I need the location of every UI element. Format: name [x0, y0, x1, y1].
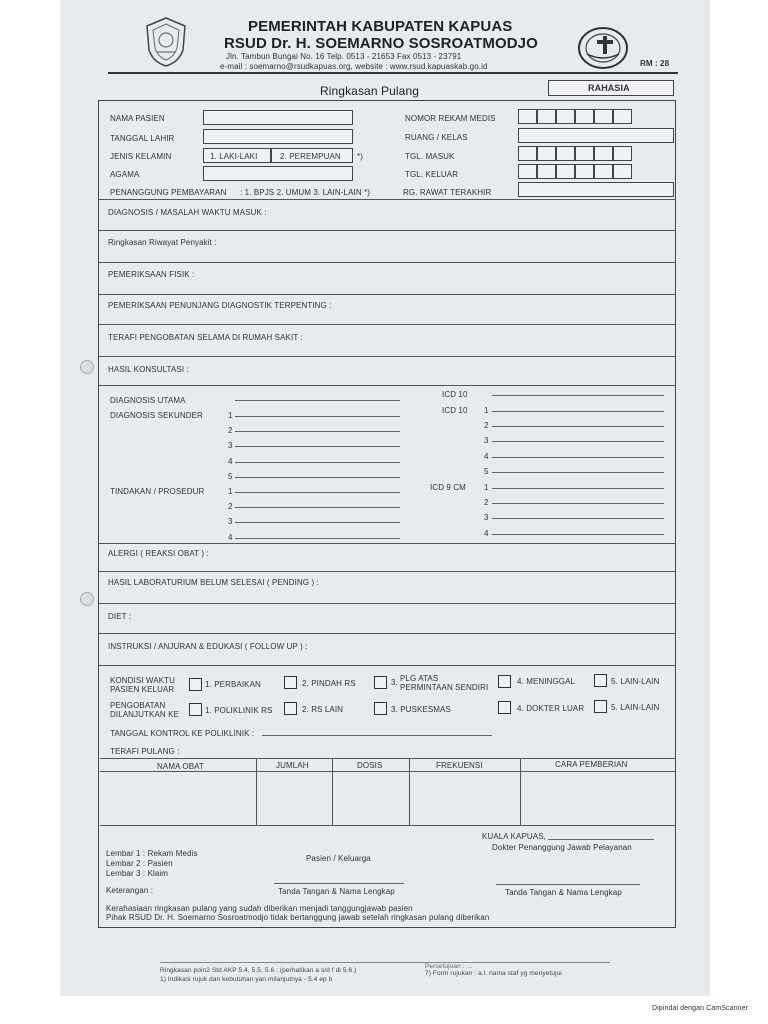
- tanggal-lahir-field[interactable]: [203, 129, 353, 144]
- label-pengobatan-2: DILANJUTKAN KE: [110, 710, 179, 719]
- hospital-logo: [577, 26, 629, 70]
- label-tanggal-lahir: TANGGAL LAHIR: [110, 134, 175, 143]
- table-header-jumlah: JUMLAH: [276, 761, 309, 770]
- lanjut-poliklinik-label: 1. POLIKLINIK RS: [205, 706, 273, 715]
- label-konsultasi: HASIL KONSULTASI :: [108, 365, 189, 374]
- rg-rawat-field[interactable]: [518, 182, 674, 197]
- label-agama: AGAMA: [110, 170, 140, 179]
- date-cell[interactable]: [537, 164, 556, 179]
- lanjut-lain-checkbox[interactable]: [594, 700, 607, 713]
- kondisi-lain-checkbox[interactable]: [594, 674, 607, 687]
- note-responsibility: Pihak RSUD Dr. H. Soemarno Sosroatmodjo tidak bertanggung jawab setelah ringkasan pulang diberikan: [106, 913, 490, 922]
- lanjut-rs-lain-label: 2. RS LAIN: [302, 705, 344, 714]
- table-column-divider: [520, 758, 521, 826]
- section-divider: [99, 543, 676, 544]
- table-header-dosis: DOSIS: [357, 761, 383, 770]
- table-column-divider: [332, 758, 333, 826]
- bleed-text: 7) Form rujukan : a.l. nama staf yg menyetujui: [425, 970, 562, 977]
- rm-digit-cell[interactable]: [537, 109, 556, 124]
- date-cell[interactable]: [518, 146, 537, 161]
- diagnosis-sekunder-line[interactable]: [235, 462, 400, 463]
- label-penunjang: PEMERIKSAAN PENUNJANG DIAGNOSTIK TERPENTING :: [108, 301, 332, 310]
- date-cell[interactable]: [537, 146, 556, 161]
- section-divider: [99, 571, 676, 572]
- icd10-line[interactable]: [492, 441, 664, 442]
- icd9-line[interactable]: [492, 488, 664, 489]
- icd9-line[interactable]: [492, 534, 664, 535]
- header-hospital-name: RSUD Dr. H. SOEMARNO SOSROATMODJO: [224, 35, 538, 52]
- date-cell[interactable]: [556, 146, 575, 161]
- diagnosis-sekunder-line[interactable]: [235, 477, 400, 478]
- icd10-line[interactable]: [492, 472, 664, 473]
- diagnosis-sekunder-line[interactable]: [235, 416, 400, 417]
- lembar-1: Lembar 1 : Rekam Medis: [106, 849, 198, 858]
- table-header-frekuensi: FREKUENSI: [436, 761, 483, 770]
- lembar-3: Lembar 3 : Klaim: [106, 869, 169, 878]
- section-divider: [99, 633, 676, 634]
- row-number: 2: [484, 498, 489, 507]
- row-number: 5: [228, 472, 233, 481]
- punch-hole: [80, 360, 94, 374]
- section-divider: [99, 324, 676, 325]
- kondisi-plg-sendiri-checkbox[interactable]: [374, 676, 387, 689]
- row-number: 3: [484, 513, 489, 522]
- diagnosis-sekunder-line[interactable]: [235, 446, 400, 447]
- label-terapi-pulang: TERAFI PULANG :: [110, 747, 180, 756]
- label-pengobatan-1: PENGOBATAN: [110, 701, 166, 710]
- rm-digit-cell[interactable]: [575, 109, 594, 124]
- icd9-line[interactable]: [492, 503, 664, 504]
- table-header-nama-obat: NAMA OBAT: [157, 762, 204, 771]
- section-divider: [99, 356, 676, 357]
- patient-signature-line[interactable]: [274, 883, 404, 884]
- agama-field[interactable]: [203, 166, 353, 181]
- table-column-divider: [256, 758, 257, 826]
- date-cell[interactable]: [613, 164, 632, 179]
- kondisi-perbaikan-label: 1. PERBAIKAN: [205, 680, 261, 689]
- row-number: 1: [228, 411, 233, 420]
- tindakan-line[interactable]: [235, 522, 400, 523]
- date-line[interactable]: [548, 839, 654, 840]
- label-tgl-masuk: TGL. MASUK: [405, 152, 455, 161]
- kondisi-perbaikan-checkbox[interactable]: [189, 678, 202, 691]
- lanjut-poliklinik-checkbox[interactable]: [189, 703, 202, 716]
- icd9-line[interactable]: [492, 518, 664, 519]
- kondisi-pindah-rs-label: 2. PINDAH RS: [302, 679, 356, 688]
- date-cell[interactable]: [556, 164, 575, 179]
- label-terapi: TERAFI PENGOBATAN SELAMA DI RUMAH SAKIT :: [108, 333, 303, 342]
- punch-hole: [80, 592, 94, 606]
- table-header-border: [100, 771, 676, 772]
- section-divider: [99, 385, 676, 386]
- section-divider: [99, 230, 676, 231]
- row-number: 5: [484, 467, 489, 476]
- section-divider: [99, 199, 676, 200]
- ruang-kelas-field[interactable]: [518, 128, 674, 143]
- rm-digit-cell[interactable]: [613, 109, 632, 124]
- rm-digit-cell[interactable]: [594, 109, 613, 124]
- label-penanggung: PENANGGUNG PEMBAYARAN: [110, 188, 227, 197]
- label-lab: HASIL LABORATURIUM BELUM SELESAI ( PENDING ) :: [108, 578, 319, 587]
- rm-digit-cell[interactable]: [556, 109, 575, 124]
- table-bottom-border: [100, 825, 676, 826]
- row-number: 2: [484, 421, 489, 430]
- lanjut-puskesmas-checkbox[interactable]: [374, 702, 387, 715]
- lanjut-dokter-luar-checkbox[interactable]: [498, 701, 511, 714]
- kondisi-meninggal-checkbox[interactable]: [498, 675, 511, 688]
- row-number: 4: [228, 533, 233, 542]
- kondisi-pindah-rs-checkbox[interactable]: [284, 676, 297, 689]
- gender-female-label: 2. PEREMPUAN: [280, 152, 341, 161]
- lembar-2: Lembar 2 : Pasien: [106, 859, 173, 868]
- icd10-line[interactable]: [492, 457, 664, 458]
- date-cell[interactable]: [594, 146, 613, 161]
- lanjut-lain-label: 5. LAIN-LAIN: [611, 703, 660, 712]
- penanggung-options: : 1. BPJS 2. UMUM 3. LAIN-LAIN *): [240, 188, 370, 197]
- label-kondisi-2: PASIEN KELUAR: [110, 685, 175, 694]
- gender-male-label: 1. LAKI-LAKI: [210, 152, 258, 161]
- kondisi-meninggal-label: 4. MENINGGAL: [517, 677, 576, 686]
- icd10-line[interactable]: [492, 426, 664, 427]
- diagnosis-utama-line[interactable]: [235, 400, 400, 401]
- row-number: 2: [228, 502, 233, 511]
- bleed-text: 1) Indikasi rujuk dan kebutuhan yan milanjutnya - 5.4 ep b: [160, 976, 333, 983]
- place-date-label: KUALA KAPUAS,: [482, 832, 546, 841]
- row-number: 3: [228, 441, 233, 450]
- doctor-label: Dokter Penanggung Jawab Pelayanan: [492, 843, 632, 852]
- date-cell[interactable]: [518, 164, 537, 179]
- doctor-signature-caption: Tanda Tangan & Nama Lengkap: [505, 888, 622, 897]
- label-tanggal-kontrol: TANGGAL KONTROL KE POLIKLINIK :: [110, 729, 255, 738]
- label-icd9: ICD 9 CM: [430, 483, 466, 492]
- row-number: 3: [484, 436, 489, 445]
- tindakan-line[interactable]: [235, 492, 400, 493]
- table-column-divider: [409, 758, 410, 826]
- bleed-text: Ringkasan poin2 Std AKP 5.4, 5.5, 5.6 : (perhatikan a s/d f di 5.6.): [160, 967, 357, 974]
- header-contact: e-mail : soemarno@rsudkapuas.org, website : www.rsud.kapuaskab.go.id: [220, 62, 488, 71]
- bleed-text: Persetujuan : ...: [425, 963, 473, 970]
- tindakan-line[interactable]: [235, 538, 400, 539]
- row-number: 4: [228, 457, 233, 466]
- form-title: Ringkasan Pulang: [320, 84, 420, 98]
- section-divider: [99, 603, 676, 604]
- label-diagnosis-utama: DIAGNOSIS UTAMA: [110, 396, 186, 405]
- header-government: PEMERINTAH KABUPATEN KAPUAS: [248, 18, 513, 35]
- kondisi-plg-number: 3.: [391, 678, 398, 687]
- date-cell[interactable]: [594, 164, 613, 179]
- icd10-utama-line[interactable]: [492, 395, 664, 396]
- row-number: 3: [228, 517, 233, 526]
- label-instruksi: INSTRUKSI / ANJURAN & EDUKASI ( FOLLOW UP ) :: [108, 642, 308, 651]
- table-top-border: [100, 758, 676, 759]
- nama-pasien-field[interactable]: [203, 110, 353, 125]
- row-number: 4: [484, 452, 489, 461]
- lanjut-puskesmas-label: 3. PUSKESMAS: [391, 705, 451, 714]
- label-fisik: PEMERIKSAAN FISIK :: [108, 270, 195, 279]
- row-number: 1: [484, 483, 489, 492]
- bleed-line: [160, 962, 610, 963]
- keterangan-label: Keterangan :: [106, 886, 154, 895]
- label-ruang-kelas: RUANG / KELAS: [405, 133, 468, 142]
- label-icd10-sekunder: ICD 10: [442, 406, 468, 415]
- date-cell[interactable]: [613, 146, 632, 161]
- row-number: 4: [484, 529, 489, 538]
- camscanner-watermark: Dipindai dengan CamScanner: [652, 1005, 748, 1012]
- header-address: Jln. Tambun Bungai No. 16 Telp. 0513 - 21653 Fax 0513 - 23791: [226, 52, 462, 61]
- lanjut-rs-lain-checkbox[interactable]: [284, 702, 297, 715]
- tindakan-line[interactable]: [235, 507, 400, 508]
- table-cell[interactable]: [103, 774, 253, 823]
- header-divider: [108, 72, 678, 74]
- label-tindakan: TINDAKAN / PROSEDUR: [110, 487, 205, 496]
- label-rg-rawat: RG. RAWAT TERAKHIR: [403, 188, 492, 197]
- label-diagnosis-sekunder: DIAGNOSIS SEKUNDER: [110, 411, 203, 420]
- row-number: 1: [484, 406, 489, 415]
- pasien-keluarga-label: Pasien / Keluarga: [306, 854, 371, 863]
- section-divider: [99, 262, 676, 263]
- lanjut-dokter-luar-label: 4. DOKTER LUAR: [517, 704, 585, 713]
- kondisi-plg-label-1: PLG ATAS: [400, 674, 439, 683]
- label-diet: DIET :: [108, 612, 132, 621]
- label-nama-pasien: NAMA PASIEN: [110, 114, 165, 123]
- kondisi-plg-label-2: PERMINTAAN SENDIRI: [400, 683, 489, 692]
- label-icd10-utama: ICD 10: [442, 390, 468, 399]
- label-kondisi-1: KONDISI WAKTU: [110, 676, 176, 685]
- label-diagnosis-masuk: DIAGNOSIS / MASALAH WAKTU MASUK :: [108, 208, 267, 217]
- date-cell[interactable]: [575, 146, 594, 161]
- table-header-cara-pemberian: CARA PEMBERIAN: [555, 760, 628, 769]
- asterisk-note: *): [357, 152, 363, 161]
- rm-code: RM : 28: [640, 59, 670, 68]
- icd10-line[interactable]: [492, 411, 664, 412]
- note-confidentiality: Kerahasiaan ringkasan pulang yang sudah diberikan menjadi tanggungjawab pasien: [106, 904, 413, 913]
- label-jenis-kelamin: JENIS KELAMIN: [110, 152, 172, 161]
- date-cell[interactable]: [575, 164, 594, 179]
- rm-digit-cell[interactable]: [518, 109, 537, 124]
- confidential-label: RAHASIA: [588, 83, 630, 93]
- label-nomor-rm: NOMOR REKAM MEDIS: [405, 114, 496, 123]
- tanggal-kontrol-line[interactable]: [262, 735, 492, 736]
- patient-signature-caption: Tanda Tangan & Nama Lengkap: [278, 887, 395, 896]
- regency-emblem-logo: [143, 16, 189, 68]
- label-alergi: ALERGI ( REAKSI OBAT ) :: [108, 549, 209, 558]
- row-number: 1: [228, 487, 233, 496]
- doctor-signature-line[interactable]: [496, 884, 640, 885]
- label-tgl-keluar: TGL. KELUAR: [405, 170, 459, 179]
- row-number: 2: [228, 426, 233, 435]
- kondisi-lain-label: 5. LAIN-LAIN: [611, 677, 660, 686]
- label-riwayat: Ringkasan Riwayat Penyakit :: [108, 238, 217, 247]
- section-divider: [99, 665, 676, 666]
- diagnosis-sekunder-line[interactable]: [235, 431, 400, 432]
- section-divider: [99, 294, 676, 295]
